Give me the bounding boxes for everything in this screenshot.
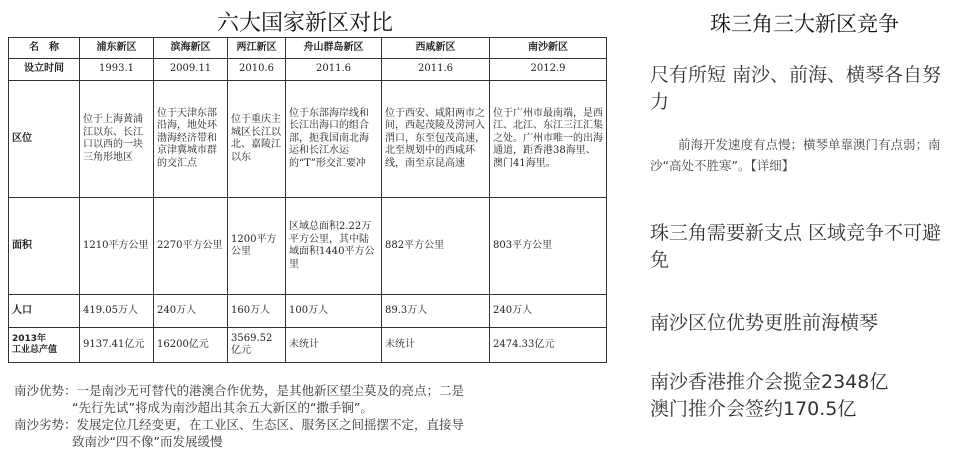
row-label: 设立时间 (9, 59, 80, 81)
table-cell: 2011.6 (286, 59, 382, 81)
summary-text: 前海开发速度有点慢；横琴单靠澳门有点弱；南沙“高处不胜寒”。 (650, 137, 941, 173)
more-link[interactable]: 【详细】 (750, 158, 795, 173)
table-cell: 1210平方公里 (80, 198, 154, 295)
table-cell: 位于上海黄浦江以东、长江口以西的一块三角形地区 (80, 81, 154, 198)
headline-link[interactable]: 澳门推介会签约170.5亿 (650, 398, 857, 420)
disadvantage-text: 南沙劣势：发展定位几经变更，在工业区、生态区、服务区之间摇摆不定，直接导 (14, 417, 465, 432)
table-cell: 1993.1 (80, 59, 154, 81)
headline-link[interactable]: 南沙区位优势更胜前海横琴 (650, 312, 879, 334)
table-cell: 9137.41亿元 (80, 328, 154, 363)
row-label (9, 328, 80, 363)
advantage-text-cont: “先行先试”将成为南沙超出其余五大新区的“撒手锏”。 (72, 400, 373, 415)
row-label: 区位 (9, 81, 80, 198)
table-row (9, 81, 607, 198)
table-header-cell: 西咸新区 (382, 38, 490, 59)
table-cell: 419.05万人 (80, 295, 154, 328)
table-cell: 2270平方公里 (154, 198, 228, 295)
table-header-cell: 舟山群岛新区 (286, 38, 382, 59)
disadvantage-text-cont: 致南沙“四不像”而发展缓慢 (72, 434, 223, 449)
table-cell: 882平方公里 (382, 198, 490, 295)
table-header-cell: 两江新区 (228, 38, 286, 59)
table-header-cell: 名 称 (9, 38, 80, 59)
table-cell: 未统计 (286, 328, 382, 363)
table-cell: 区域总面积2.22万平方公里，其中陆域面积1440平方公里 (286, 198, 382, 295)
comparison-table (8, 37, 607, 363)
row-label: 面积 (9, 198, 80, 295)
comparison-title: 六大国家新区对比 (216, 11, 393, 36)
headline-link[interactable]: 尺有所短 南沙、前海、横琴各自努力 (650, 64, 942, 113)
table-cell: 2010.6 (228, 59, 286, 81)
row-label: 人口 (9, 295, 80, 328)
analysis-notes (14, 382, 609, 450)
news-sidebar (630, 0, 970, 456)
headline-link[interactable]: 珠三角需要新支点 区域竞争不可避免 (650, 222, 942, 271)
table-cell: 位于重庆主城区长江以北、嘉陵江以东 (228, 81, 286, 198)
table-row (9, 295, 607, 328)
table-cell: 2012.9 (490, 59, 607, 81)
row-label-line: 工业总产值 (12, 345, 58, 355)
table-header-cell: 浦东新区 (80, 38, 154, 59)
table-cell: 位于天津东部沿海，地处环渤海经济带和京津冀城市群的交汇点 (154, 81, 228, 198)
row-label-line: 2013年 (12, 333, 47, 344)
table-cell: 位于西安、咸阳两市之间，西起茂陵及涝河入渭口，东至包茂高速，北至规划中的西咸环线，南至京昆高速 (382, 81, 490, 198)
table-row (9, 328, 607, 363)
table-cell: 2009.11 (154, 59, 228, 81)
table-cell: 100万人 (286, 295, 382, 328)
table-cell: 803平方公里 (490, 198, 607, 295)
table-cell: 160万人 (228, 295, 286, 328)
table-header-cell: 南沙新区 (490, 38, 607, 59)
table-cell: 89.3万人 (382, 295, 490, 328)
table-header-cell: 滨海新区 (154, 38, 228, 59)
table-cell: 1200平方公里 (228, 198, 286, 295)
table-cell: 位于东部海岸线和长江出海口的组合部，扼我国南北海运和长江水运的“T”形交汇要冲 (286, 81, 382, 198)
table-cell: 240万人 (154, 295, 228, 328)
table-cell: 240万人 (490, 295, 607, 328)
headline-group (650, 369, 960, 423)
headline-summary (650, 134, 960, 176)
table-cell: 2011.6 (382, 59, 490, 81)
headline-link[interactable]: 南沙香港推介会揽金2348亿 (650, 371, 889, 393)
table-cell: 2474.33亿元 (490, 328, 607, 363)
table-cell: 16200亿元 (154, 328, 228, 363)
table-row (9, 59, 607, 81)
table-row (9, 198, 607, 295)
advantage-text: 南沙优势：一是南沙无可替代的港澳合作优势，是其他新区望尘莫及的亮点；二是 (14, 383, 465, 398)
table-header-row (9, 38, 607, 59)
table-cell: 位于广州市最南端，是西江、北江、东江三江汇集之处。广州市唯一的出海通道，距香港38海里、澳门41海里。 (490, 81, 607, 198)
table-cell: 3569.52亿元 (228, 328, 286, 363)
sidebar-title: 珠三角三大新区竞争 (710, 12, 899, 36)
table-cell: 未统计 (382, 328, 490, 363)
